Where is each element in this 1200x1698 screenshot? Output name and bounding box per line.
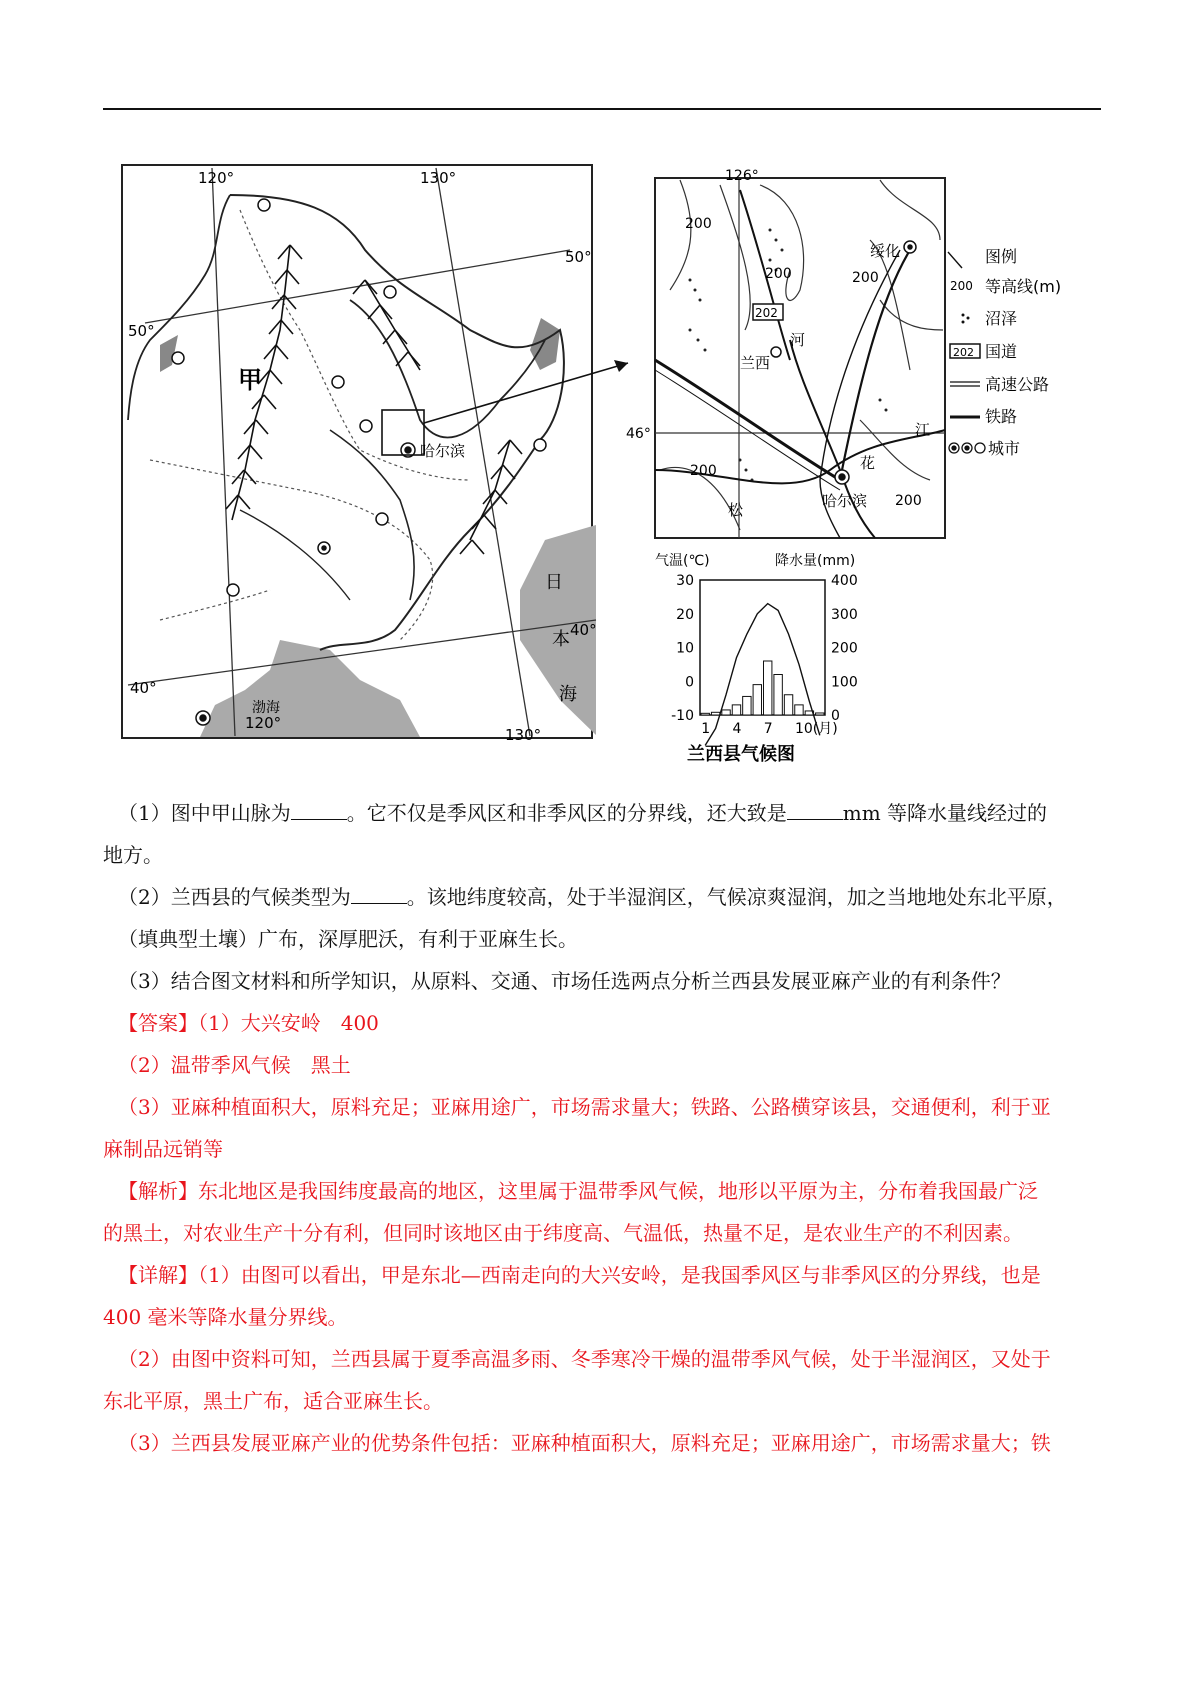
- temp-tick-label: 20: [676, 606, 694, 623]
- legend-city: 城市: [988, 439, 1021, 458]
- temp-tick-label: 0: [685, 674, 694, 691]
- label-contour-200-d: 200: [690, 463, 717, 479]
- detail-1-text: （1）由图可以看出，甲是东北—西南走向的大兴安岭，是我国季风区与非季风区的分界线，也是: [198, 1263, 1041, 1287]
- label-japan-sea-2: 本: [552, 629, 570, 650]
- label-he: 河: [790, 331, 806, 349]
- legend-road-value: 202: [953, 346, 974, 359]
- precipitation-bar: [701, 713, 709, 715]
- label-road-202: 202: [755, 306, 778, 320]
- answer-2: （2）温带季风气候 黑土: [118, 1053, 351, 1077]
- label-haerbin-right: 哈尔滨: [822, 492, 868, 510]
- label-japan-sea-3: 海: [559, 684, 577, 705]
- precip-tick-label: 300: [831, 606, 858, 623]
- detail-3-line-1: （3）兰西县发展亚麻产业的优势条件包括：亚麻种植面积大，原料充足；亚麻用途广，市场需求量大；铁: [118, 1431, 1051, 1455]
- label-lat46: 46°: [626, 426, 651, 442]
- precipitation-bar: [784, 695, 792, 715]
- inset-legend: [948, 247, 1061, 458]
- month-tick-label: 7: [763, 721, 773, 737]
- question-1-line-2: 地方。: [103, 843, 163, 867]
- precip-tick-label: 100: [831, 674, 858, 691]
- temp-tick-label: 10: [676, 640, 694, 657]
- chart-ylabel-right: 降水量(mm): [775, 553, 856, 569]
- label-haerbin-left: 哈尔滨: [420, 442, 466, 460]
- label-lon130-bottom: 130°: [505, 726, 542, 744]
- label-hua: 花: [860, 454, 876, 472]
- precip-tick-label: 400: [831, 573, 858, 589]
- answer-3-line-1: （3）亚麻种植面积大，原料充足；亚麻用途广，市场需求量大；铁路、公路横穿该县，交通便利，利于亚: [118, 1095, 1051, 1119]
- analysis-line-2: 的黑土，对农业生产十分有利，但同时该地区由于纬度高、气温低，热量不足，是农业生产的不利因素。: [103, 1221, 1023, 1245]
- legend-title: 图例: [985, 247, 1018, 266]
- label-lat40-left: 40°: [130, 679, 157, 697]
- month-tick-label: 10(月): [794, 721, 838, 737]
- lanxi-inset-map: [626, 168, 945, 538]
- answer-tag: 【答案】: [118, 1011, 198, 1035]
- precipitation-bar: [722, 710, 730, 715]
- label-contour-200-e: 200: [895, 493, 922, 509]
- label-jia: 甲: [238, 366, 262, 394]
- answer-line-1: [118, 1002, 1100, 1044]
- label-jiang: 江: [915, 421, 931, 439]
- label-japan-sea-1: 日: [545, 572, 563, 593]
- precipitation-bar: [753, 685, 761, 715]
- question-2-line-1: [118, 876, 1100, 918]
- q2-blank-1[interactable]: [351, 885, 407, 904]
- q2-part1: （2）兰西县的气候类型为: [118, 885, 351, 909]
- label-lon120-bottom: 120°: [245, 714, 282, 732]
- month-tick-label: 1: [701, 721, 711, 737]
- label-contour-200-a: 200: [685, 216, 712, 232]
- q2-part2: 。该地纬度较高，处于半湿润区，气候凉爽湿润，加之当地地处东北平原，: [406, 885, 1067, 909]
- precipitation-bar: [774, 675, 782, 716]
- label-song: 松: [728, 501, 744, 519]
- precipitation-bar: [732, 705, 740, 715]
- legend-marsh: 沼泽: [985, 309, 1018, 328]
- precipitation-bar: [764, 661, 772, 715]
- temp-tick-label: -10: [671, 708, 694, 724]
- figure-maps: [0, 0, 1200, 790]
- q1-part1: （1）图中甲山脉为: [118, 801, 291, 825]
- precipitation-bar: [816, 713, 824, 715]
- q1-blank-1[interactable]: [291, 801, 347, 820]
- question-3: （3）结合图文材料和所学知识，从原料、交通、市场任选两点分析兰西县发展亚麻产业的有利条件？: [118, 969, 1011, 993]
- analysis-text-1: 东北地区是我国纬度最高的地区，这里属于温带季风气候，地形以平原为主，分布着我国最广泛: [198, 1179, 1038, 1203]
- q1-part2: 。它不仅是季风区和非季风区的分界线，还大致是: [346, 801, 787, 825]
- northeast-map: [122, 165, 628, 744]
- label-lon130-top: 130°: [420, 169, 457, 187]
- chart-ylabel-left: 气温(℃): [655, 553, 710, 569]
- precipitation-bar: [743, 696, 751, 715]
- chart-title: 兰西县气候图: [687, 744, 795, 765]
- label-lon126: 126°: [725, 168, 759, 184]
- label-lanxi: 兰西: [740, 354, 771, 372]
- q1-part3: mm 等降水量线经过的: [842, 801, 1048, 825]
- label-lat50-right: 50°: [565, 248, 592, 266]
- analysis-tag: 【解析】: [118, 1179, 198, 1203]
- label-suihua: 绥化: [870, 242, 901, 260]
- legend-contour: 等高线(m): [985, 277, 1062, 296]
- question-2-line-2: （填典型土壤）广布，深厚肥沃，有利于亚麻生长。: [118, 927, 578, 951]
- precipitation-bar: [795, 705, 803, 715]
- label-lat40-right: 40°: [570, 621, 597, 639]
- analysis-line-1: [118, 1170, 1100, 1212]
- detail-1-line-2: 400 毫米等降水量分界线。: [103, 1305, 348, 1329]
- label-contour-200-c: 200: [852, 270, 879, 286]
- label-bohai: 渤海: [252, 700, 280, 716]
- legend-highway: 高速公路: [985, 375, 1050, 394]
- q1-blank-2[interactable]: [787, 801, 843, 820]
- month-tick-label: 4: [732, 721, 742, 737]
- detail-2-line-2: 东北平原，黑土广布，适合亚麻生长。: [103, 1389, 443, 1413]
- answer-1: （1）大兴安岭 400: [198, 1011, 379, 1035]
- climate-chart: [655, 552, 858, 765]
- label-contour-200-b: 200: [765, 266, 792, 282]
- temp-tick-label: 30: [676, 573, 694, 589]
- label-lon120-top: 120°: [198, 169, 235, 187]
- chart-plot-area: [700, 580, 825, 715]
- legend-contour-value: 200: [950, 279, 973, 293]
- label-lat50-left: 50°: [128, 322, 155, 340]
- legend-railway: 铁路: [985, 407, 1018, 426]
- detail-2-line-1: （2）由图中资料可知，兰西县属于夏季高温多雨、冬季寒冷干燥的温带季风气候，处于半湿润区，又处于: [118, 1347, 1051, 1371]
- question-text-block: [103, 792, 1100, 1464]
- legend-national-road: 国道: [985, 342, 1018, 361]
- detail-line-1: [118, 1254, 1100, 1296]
- question-1-line-1: [118, 792, 1100, 834]
- detail-tag: 【详解】: [118, 1263, 198, 1287]
- answer-3-line-2: 麻制品远销等: [103, 1137, 223, 1161]
- precip-tick-label: 200: [831, 640, 858, 657]
- precip-tick-label: 0: [831, 708, 840, 724]
- precipitation-bar: [711, 712, 719, 715]
